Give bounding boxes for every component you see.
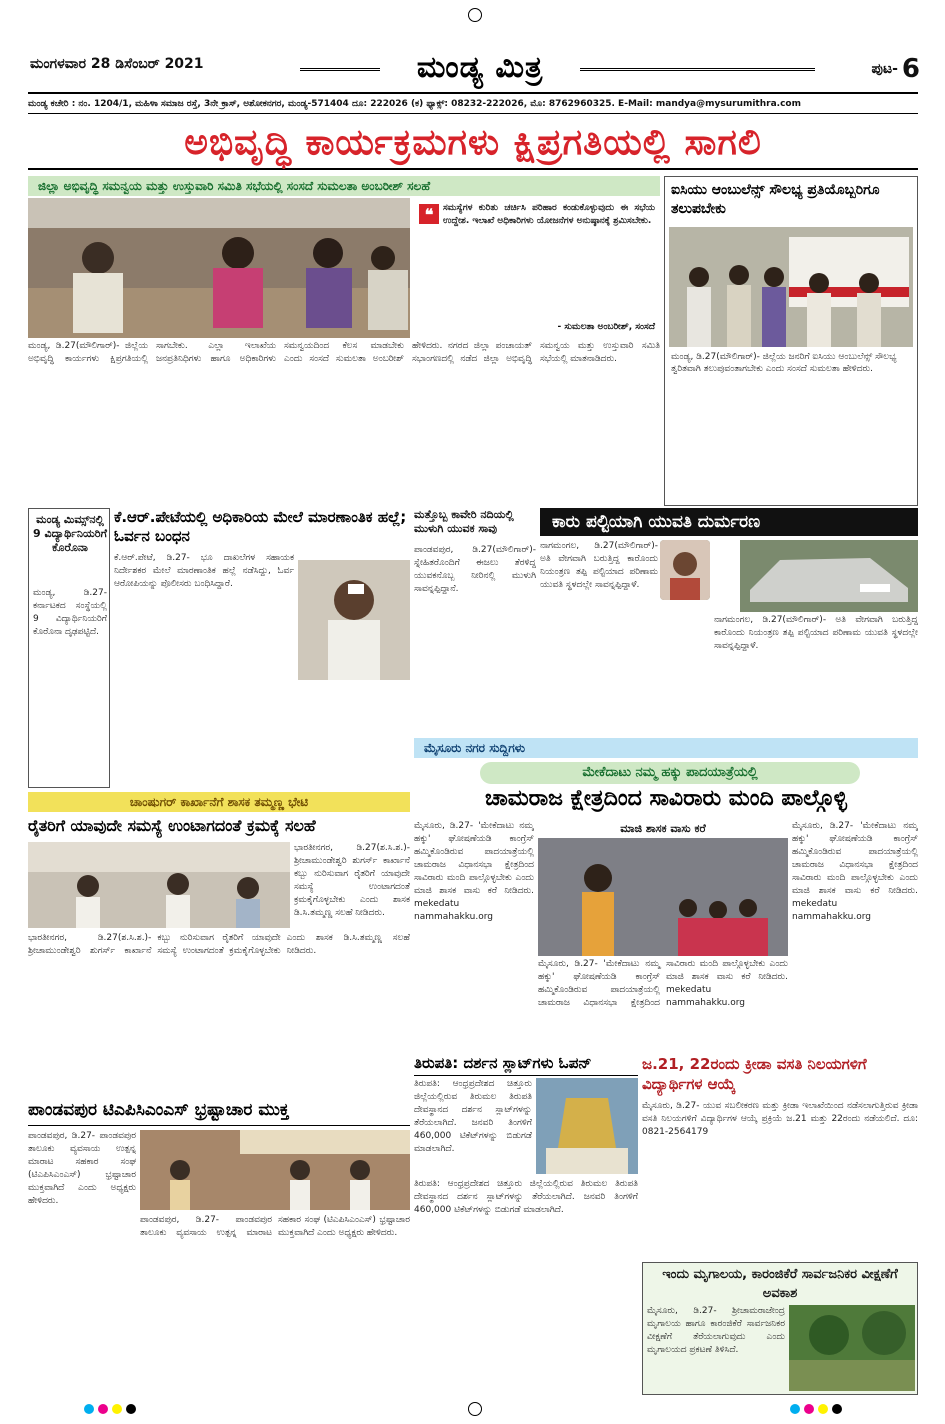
injured-officer-photo [298,560,410,680]
lead-subhead-band: ಜಿಲ್ಲಾ ಅಭಿವೃದ್ಧಿ ಸಮನ್ವಯ ಮತ್ತು ಉಸ್ತುವಾರಿ ಸಮಿತಿ ಸಭೆಯಲ್ಲಿ ಸಂಸದೆ ಸುಮಲತಾ ಅಂಬರೀಶ್ ಸಲಹೆ [28,176,660,196]
quote-text: ಸಮಸ್ಯೆಗಳ ಕುರಿತು ಚರ್ಚಿಸಿ ಪರಿಹಾರ ಕಂಡುಕೊಳ್ಳುವುದು ಈ ಸಭೆಯ ಉದ್ದೇಶ. ಇಲಾಖೆ ಅಧಿಕಾರಿಗಳು ಯೋಜನೆಗಳ ಅನುಷ್ಠಾನಕ್ಕೆ ಶ್ರಮಿಸಬೇಕು. [443,203,655,226]
mysuru-news-band: ಮೈಸೂರು ನಗರ ಸುದ್ದಿಗಳು [414,738,918,758]
chamundi-body: ಭಾರತೀನಗರ, ಡಿ.27(ಶ.ಸಿ.ಶ.)- ಶ್ರೀಚಾಮುಂಡೇಶ್ವರಿ ಶುಗರ್ಸ್ ಕಾರ್ಖಾನೆ ಕಬ್ಬು ನುರಿಸುವಾಗ ರೈತರಿಗೆ ಯಾವುದೇ ಸಮಸ್ಯೆ ಉಂಟಾಗದಂತೆ ಕ್ರಮಕೈಗೊಳ್ಳಬೇಕು ಎಂದು ಶಾಸಕ ಡಿ.ಸಿ.ತಮ್ಮಣ್ಣ ಸಲಹೆ ನೀಡಿದರು. [28,933,410,956]
tirupati-body-top: ತಿರುಪತಿ: ಆಂಧ್ರಪ್ರದೇಶದ ಚಿತ್ತೂರು ಜಿಲ್ಲೆಯಲ್ಲಿರುವ ತಿರುಮಲ ತಿರುಪತಿ ದೇವಸ್ಥಾನದ ದರ್ಶನ ಸ್ಲಾಟ್‌ಗಳನ್ನು ತೆರೆಯಲಾಗಿದೆ. ಜನವರಿ ತಿಂಗಳಿಗೆ 460,000 ಟಿಕೆಟ್‌ಗಳನ್ನು ಬಿಡುಗಡೆ ಮಾಡಲಾಗಿದೆ. [414,1079,532,1154]
covid-box [28,508,110,788]
officer-body: ಕೆ.ಆರ್.ಪೇಟೆ, ಡಿ.27- ಭೂ ದಾಖಲೆಗಳ ಸಹಾಯಕ ನಿರ್ದೇಶಕರ ಮೇಲೆ ಮಾರಣಾಂತಿಕ ಹಲ್ಲೆ ನಡೆಸಿದ್ದು, ಓರ್ವ ಆರೋಪಿಯನ್ನು ಪೊಲೀಸರು ಬಂಧಿಸಿದ್ದಾರೆ. [114,553,294,589]
victim-photo [660,540,710,600]
river-headline: ಮತ್ತೊಬ್ಬ ಕಾವೇರಿ ನದಿಯಲ್ಲಿ ಮುಳುಗಿ ಯುವಕ ಸಾವು [414,508,514,535]
pandavapura-photo [140,1130,410,1210]
chamaraja-body-mid: ಮೈಸೂರು, ಡಿ.27- 'ಮೇಕೆದಾಟು ನಮ್ಮ ಹಕ್ಕು' ಘೋಷಣೆಯಡಿ ಕಾಂಗ್ರೆಸ್ ಹಮ್ಮಿಕೊಂಡಿರುವ ಪಾದಯಾತ್ರೆಯಲ್ಲಿ ಚಾಮರಾಜ ವಿಧಾನಸಭಾ ಕ್ಷೇತ್ರದಿಂದ ಸಾವಿರಾರು ಮಂದಿ ಪಾಲ್ಗೊಳ್ಳಬೇಕು ಎಂದು ಮಾಜಿ ಶಾಸಕ ವಾಸು ಕರೆ ನೀಡಿದರು. mekedatu nammahakku.org [538,959,788,1008]
lead-body: ಮಂಡ್ಯ, ಡಿ.27(ಮೌಲಿಗಾರ್)- ಜಿಲ್ಲೆಯ ಅಭಿವೃದ್ಧಿ ಕಾರ್ಯಗಳು ಕ್ಷಿಪ್ರಗತಿಯಲ್ಲಿ ಸಾಗಬೇಕು. ಎಲ್ಲಾ ಇಲಾಖೆಯ ಜನಪ್ರತಿನಿಧಿಗಳು ಹಾಗೂ ಅಧಿಕಾರಿಗಳು ಸಮನ್ವಯದಿಂದ ಕೆಲಸ ಮಾಡಬೇಕು ಎಂದು ಸಂಸದೆ ಸುಮಲತಾ ಅಂಬರೀಶ್ ಹೇಳಿದರು. ನಗರದ ಜಿಲ್ಲಾ ಪಂಚಾಯತ್ ಸಭಾಂಗಣದಲ್ಲಿ ನಡೆದ ಜಿಲ್ಲಾ ಅಭಿವೃದ್ಧಿ ಸಮನ್ವಯ ಮತ್ತು ಉಸ್ತುವಾರಿ ಸಮಿತಿ ಸಭೆಯಲ್ಲಿ ಮಾತನಾಡಿದರು. [28,341,660,364]
masthead-rule-left [300,68,380,71]
ambulance-box [664,176,918,506]
sports-hostel-headline: ಜ.21, 22ರಂದು ಕ್ರೀಡಾ ವಸತಿ ನಿಲಯಗಳಿಗೆ ವಿದ್ಯಾರ್ಥಿಗಳ ಆಯ್ಕೆ [642,1055,867,1093]
page-number: ಪುಟ- 6 [871,54,920,84]
zoo-body: ಮೈಸೂರು, ಡಿ.27- ಶ್ರೀಚಾಮರಾಜೇಂದ್ರ ಮೃಗಾಲಯ ಹಾಗೂ ಕಾರಂಜಿಕೆರೆ ಸಾರ್ವಜನಿಕರ ವೀಕ್ಷಣೆಗೆ ತೆರೆಯಲಾಗುವುದು ಎಂದು ಮೃಗಾಲಯದ ಪ್ರಕಟಣೆ ತಿಳಿಸಿದೆ. [647,1306,785,1355]
quote-icon: ❝ [419,204,439,224]
zoo-box [642,1262,918,1395]
zoo-photo [789,1305,915,1391]
chamaraja-body-right: ಮೈಸೂರು, ಡಿ.27- 'ಮೇಕೆದಾಟು ನಮ್ಮ ಹಕ್ಕು' ಘೋಷಣೆಯಡಿ ಕಾಂಗ್ರೆಸ್ ಹಮ್ಮಿಕೊಂಡಿರುವ ಪಾದಯಾತ್ರೆಯಲ್ಲಿ ಚಾಮರಾಜ ವಿಧಾನಸಭಾ ಕ್ಷೇತ್ರದಿಂದ ಸಾವಿರಾರು ಮಂದಿ ಪಾಲ್ಗೊಳ್ಳಬೇಕು ಎಂದು ಮಾಜಿ ಶಾಸಕ ವಾಸು ಕರೆ ನೀಡಿದರು. mekedatu nammahakku.org [792,821,918,922]
river-body: ಪಾಂಡವಪುರ, ಡಿ.27(ಮೌಲಿಗಾರ್)- ಸ್ನೇಹಿತರೊಂದಿಗೆ ಈಜಲು ತೆರಳಿದ್ದ ಯುವಕನೊಬ್ಬ ನೀರಿನಲ್ಲಿ ಮುಳುಗಿ ಸಾವನ್ನಪ್ಪಿದ್ದಾನೆ. [414,545,536,594]
issue-date: ಮಂಗಳವಾರ 28 ಡಿಸೆಂಬರ್ 2021 [30,56,204,72]
pandavapura-body: ಪಾಂಡವಪುರ, ಡಿ.27- ಪಾಂಡವಪುರ ತಾಲೂಕು ವ್ಯವಸಾಯ ಉತ್ಪನ್ನ ಮಾರಾಟ ಸಹಕಾರ ಸಂಘ (ಟಿಎಪಿಸಿಎಂಎಸ್) ಭ್ರಷ್ಟಾಚಾರ ಮುಕ್ತವಾಗಿದೆ ಎಂದು ಅಧ್ಯಕ್ಷರು ಹೇಳಿದರು. [28,1131,136,1206]
pandavapura-headline: ಪಾಂಡವಪುರ ಟಿಎಪಿಸಿಎಂಎಸ್ ಭ್ರಷ್ಟಾಚಾರ ಮುಕ್ತ [28,1100,410,1126]
quote-author: - ಸುಮಲತಾ ಅಂಬರೀಶ್, ಸಂಸದೆ [557,322,655,332]
zoo-headline: ಇಂದು ಮೃಗಾಲಯ, ಕಾರಂಜಿಕೆರೆ ಸಾರ್ವಜನಿಕರ ವೀಕ್ಷಣೆಗೆ ಅವಕಾಶ [662,1267,898,1301]
masthead-rule-right [580,68,815,71]
chamundi-band: ಚಾಂಷುಗರ್ ಕಾರ್ಖಾನೆಗೆ ಶಾಸಕ ತಮ್ಮಣ್ಣ ಭೇಟಿ [28,792,410,812]
car-accident-body: ನಾಗಮಂಗಲ, ಡಿ.27(ಮೌಲಿಗಾರ್)- ಅತಿ ವೇಗವಾಗಿ ಬರುತ್ತಿದ್ದ ಕಾರೊಂದು ನಿಯಂತ್ರಣ ತಪ್ಪಿ ಪಲ್ಟಿಯಾದ ಪರಿಣಾಮ ಯುವತಿ ಸ್ಥಳದಲ್ಲೇ ಸಾವನ್ನಪ್ಪಿದ್ದಾಳೆ. [540,541,658,590]
chamaraja-photo-label: ಮಾಜಿ ಶಾಸಕ ವಾಸು ಕರೆ [620,822,706,835]
car-accident-body-cont: ನಾಗಮಂಗಲ, ಡಿ.27(ಮೌಲಿಗಾರ್)- ಅತಿ ವೇಗವಾಗಿ ಬರುತ್ತಿದ್ದ ಕಾರೊಂದು ನಿಯಂತ್ರಣ ತಪ್ಪಿ ಪಲ್ಟಿಯಾದ ಪರಿಣಾಮ ಯುವತಿ ಸ್ಥಳದಲ್ಲೇ ಸಾವನ್ನಪ್ಪಿದ್ದಾಳೆ. [714,615,918,651]
meeting-photo [28,198,410,338]
newspaper-title: ಮಂಡ್ಯ ಮಿತ್ರ [416,50,544,85]
chamundi-headline: ರೈತರಿಗೆ ಯಾವುದೇ ಸಮಸ್ಯೆ ಉಂಟಾಗದಂತೆ ಕ್ರಮಕ್ಕೆ ಸಲಹೆ [28,816,316,835]
pandavapura-body-cont: ಪಾಂಡವಪುರ, ಡಿ.27- ಪಾಂಡವಪುರ ತಾಲೂಕು ವ್ಯವಸಾಯ ಉತ್ಪನ್ನ ಮಾರಾಟ ಸಹಕಾರ ಸಂಘ (ಟಿಎಪಿಸಿಎಂಎಸ್) ಭ್ರಷ್ಟಾಚಾರ ಮುಕ್ತವಾಗಿದೆ ಎಂದು ಅಧ್ಯಕ್ಷರು ಹೇಳಿದರು. [140,1215,410,1238]
chamaraja-headline: ಚಾಮರಾಜ ಕ್ಷೇತ್ರದಿಂದ ಸಾವಿರಾರು ಮಂದಿ ಪಾಲ್ಗೊಳ್ಳಿ [484,786,848,811]
office-address: ಮಂಡ್ಯ ಕಚೇರಿ : ನಂ. 1204/1, ಮಹಿಳಾ ಸಮಾಜ ರಸ್ತೆ, 3ನೇ ಕ್ರಾಸ್, ಅಶೋಕನಗರ, ಮಂಡ್ಯ-571404 ದೂ: 222026 (ಕ) ಫ್ಯಾಕ್ಸ್: 08232-222026, ಮೊ: 8762960325. E-Mail: mandya@mysurumithra.com [28,92,918,114]
covid-headline: ಮಂಡ್ಯ ಮಿಮ್ಸ್‌ನಲ್ಲಿ 9 ವಿದ್ಯಾರ್ಥಿನಿಯರಿಗೆ ಕೊರೊನಾ [33,513,107,554]
chamundi-body-right: ಭಾರತೀನಗರ, ಡಿ.27(ಶ.ಸಿ.ಶ.)- ಶ್ರೀಚಾಮುಂಡೇಶ್ವರಿ ಶುಗರ್ಸ್ ಕಾರ್ಖಾನೆ ಕಬ್ಬು ನುರಿಸುವಾಗ ರೈತರಿಗೆ ಯಾವುದೇ ಸಮಸ್ಯೆ ಉಂಟಾಗದಂತೆ ಕ್ರಮಕೈಗೊಳ್ಳಬೇಕು ಎಂದು ಶಾಸಕ ಡಿ.ಸಿ.ತಮ್ಮಣ್ಣ ಸಲಹೆ ನೀಡಿದರು. [294,843,410,918]
chamundi-photo [28,842,290,928]
ambulance-photo [669,227,913,347]
sports-hostel-body: ಮೈಸೂರು, ಡಿ.27- ಯುವ ಸಬಲೀಕರಣ ಮತ್ತು ಕ್ರೀಡಾ ಇಲಾಖೆಯಿಂದ ನಡೆಸಲಾಗುತ್ತಿರುವ ಕ್ರೀಡಾ ವಸತಿ ನಿಲಯಗಳಿಗೆ ವಿದ್ಯಾರ್ಥಿಗಳ ಆಯ್ಕೆ ಪ್ರಕ್ರಿಯೆ ಜ.21 ಮತ್ತು 22ರಂದು ನಡೆಯಲಿದೆ. ದೂ: 0821-2564179 [642,1101,918,1137]
registration-mark-bottom [468,1402,482,1416]
car-accident-headline: ಕಾರು ಪಲ್ಟಿಯಾಗಿ ಯುವತಿ ದುರ್ಮರಣ [540,508,918,536]
mekedatu-pill: ಮೇಕೆದಾಟು ನಮ್ಮ ಹಕ್ಕು ಪಾದಯಾತ್ರೆಯಲ್ಲಿ [480,762,860,784]
color-swatches-right [790,1404,860,1414]
ambulance-headline: ಐಸಿಯು ಆಂಬುಲೆನ್ಸ್ ಸೌಲಭ್ಯ ಪ್ರತಿಯೊಬ್ಬರಿಗೂ ತಲುಪಬೇಕು [671,182,880,217]
tirupati-headline: ತಿರುಪತಿ: ದರ್ಶನ ಸ್ಲಾಟ್‌ಗಳು ಓಪನ್ [414,1054,638,1076]
officer-headline: ಕೆ.ಆರ್.ಪೇಟೆಯಲ್ಲಿ ಅಧಿಕಾರಿಯ ಮೇಲೆ ಮಾರಣಾಂತಿಕ ಹಲ್ಲೆ; ಓರ್ವನ ಬಂಧನ [114,508,407,545]
ambulance-caption: ಮಂಡ್ಯ, ಡಿ.27(ಮೌಲಿಗಾರ್)- ಜಿಲ್ಲೆಯ ಜನರಿಗೆ ಐಸಿಯು ಆಂಬುಲೆನ್ಸ್ ಸೌಲಭ್ಯ ತ್ವರಿತವಾಗಿ ತಲುಪುವಂತಾಗಬೇಕು ಎಂದು ಸಂಸದೆ ಸುಮಲತಾ ಹೇಳಿದರು. [671,352,897,374]
chamaraja-body: ಮೈಸೂರು, ಡಿ.27- 'ಮೇಕೆದಾಟು ನಮ್ಮ ಹಕ್ಕು' ಘೋಷಣೆಯಡಿ ಕಾಂಗ್ರೆಸ್ ಹಮ್ಮಿಕೊಂಡಿರುವ ಪಾದಯಾತ್ರೆಯಲ್ಲಿ ಚಾಮರಾಜ ವಿಧಾನಸಭಾ ಕ್ಷೇತ್ರದಿಂದ ಸಾವಿರಾರು ಮಂದಿ ಪಾಲ್ಗೊಳ್ಳಬೇಕು ಎಂದು ಮಾಜಿ ಶಾಸಕ ವಾಸು ಕರೆ ನೀಡಿದರು. mekedatu nammahakku.org [414,821,534,922]
covid-body: ಮಂಡ್ಯ, ಡಿ.27- ಕರ್ನಾಟಕದ ಸಂಸ್ಥೆಯಲ್ಲಿ 9 ವಿದ್ಯಾರ್ಥಿನಿಯರಿಗೆ ಕೊರೊನಾ ದೃಢಪಟ್ಟಿದೆ. [33,588,107,637]
chamaraja-photo [538,838,788,956]
lead-headline: ಅಭಿವೃದ್ಧಿ ಕಾರ್ಯಕ್ರಮಗಳು ಕ್ಷಿಪ್ರಗತಿಯಲ್ಲಿ ಸಾಗಲಿ [28,116,918,170]
quote-box [415,198,660,338]
tirupati-temple-photo [536,1078,638,1174]
wrecked-car-photo [740,540,918,612]
registration-mark-top [468,8,482,22]
color-swatches-left [84,1404,154,1414]
tirupati-body: ತಿರುಪತಿ: ಆಂಧ್ರಪ್ರದೇಶದ ಚಿತ್ತೂರು ಜಿಲ್ಲೆಯಲ್ಲಿರುವ ತಿರುಮಲ ತಿರುಪತಿ ದೇವಸ್ಥಾನದ ದರ್ಶನ ಸ್ಲಾಟ್‌ಗಳನ್ನು ತೆರೆಯಲಾಗಿದೆ. ಜನವರಿ ತಿಂಗಳಿಗೆ 460,000 ಟಿಕೆಟ್‌ಗಳನ್ನು ಬಿಡುಗಡೆ ಮಾಡಲಾಗಿದೆ. [414,1179,638,1215]
